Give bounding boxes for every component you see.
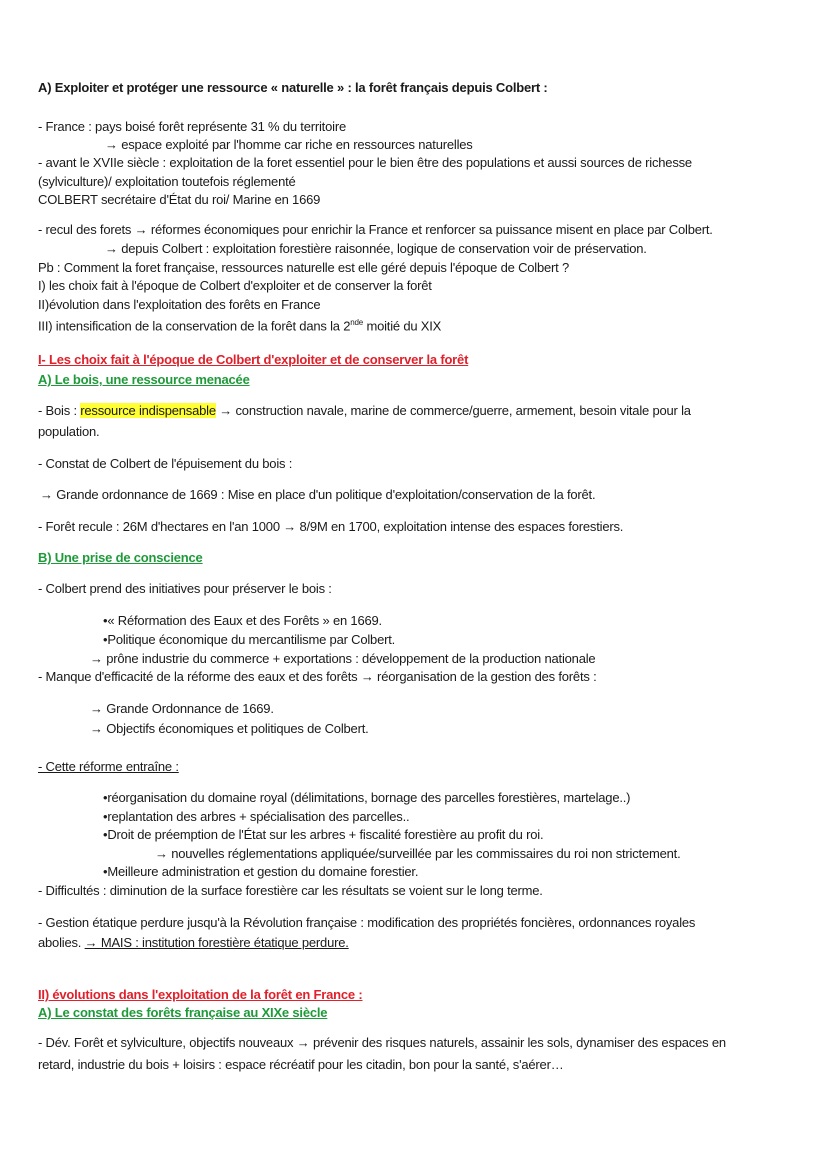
subsection-title: A) Le bois, une ressource menacée <box>38 372 250 387</box>
text-line: - Colbert prend des initiatives pour préserver le bois : <box>38 581 332 596</box>
subsection-title: B) Une prise de conscience <box>38 550 203 565</box>
text-line: → Objectifs économiques et politiques de Colbert. <box>90 721 369 736</box>
text-line: - recul des forets → réformes économiques pour enrichir la France et renforcer sa puissance misent en place par Colbert. <box>38 222 713 237</box>
text-line: COLBERT secrétaire d'État du roi/ Marine en 1669 <box>38 192 321 207</box>
underlined-text: → MAIS : institution forestière étatique perdure. <box>84 935 349 950</box>
text-line: - France : pays boisé forêt représente 31 % du territoire <box>38 119 346 134</box>
text-line: → espace exploité par l'homme car riche en ressources naturelles <box>105 137 473 152</box>
text-line <box>38 403 691 419</box>
text-line: - Forêt recule : 26M d'hectares en l'an 1000 → 8/9M en 1700, exploitation intense des espaces forestiers. <box>38 519 624 534</box>
text-line: - Manque d'efficacité de la réforme des eaux et des forêts → réorganisation de la gestion des forêts : <box>38 669 597 684</box>
text-line: - Dév. Forêt et sylviculture, objectifs nouveaux → prévenir des risques naturels, assainir les sols, dynamiser des espaces en <box>38 1035 726 1050</box>
plan-item: I) les choix fait à l'époque de Colbert d'exploiter et de conserver la forêt <box>38 278 432 293</box>
bullet-item: •Meilleure administration et gestion du domaine forestier. <box>103 864 419 879</box>
text: III) intensification de la conservation de la forêt dans la 2 <box>38 318 351 334</box>
section-title: II) évolutions dans l'exploitation de la forêt en France : <box>38 987 363 1002</box>
main-heading: A) Exploiter et protéger une ressource « naturelle » : la forêt français depuis Colbert : <box>38 80 548 95</box>
text-line: - Constat de Colbert de l'épuisement du bois : <box>38 456 293 471</box>
text: - Bois : <box>38 403 81 418</box>
bullet-item: •Droit de préemption de l'État sur les arbres + fiscalité forestière au profit du roi. <box>103 827 544 842</box>
text: → construction navale, marine de commerce/guerre, armement, besoin vitale pour la <box>215 403 691 418</box>
problematique: Pb : Comment la foret française, ressources naturelle est elle géré depuis l'époque de Colbert ? <box>38 260 570 275</box>
text-line: → depuis Colbert : exploitation forestière raisonnée, logique de conservation voir de préservation. <box>105 241 647 256</box>
text-line: retard, industrie du bois + loisirs : espace récréatif pour les citadin, bon pour la santé, s'aérer… <box>38 1057 564 1072</box>
text-line: - Difficultés : diminution de la surface forestière car les résultats se voient sur le long terme. <box>38 883 543 898</box>
text-line: → nouvelles réglementations appliquée/surveillée par les commissaires du roi non strictement. <box>155 846 681 861</box>
plan-item <box>38 315 441 334</box>
text-line: - avant le XVIIe siècle : exploitation de la foret essentiel pour le bien être des populations et aussi sources de richesse <box>38 155 692 170</box>
text-line: - Gestion étatique perdure jusqu'à la Révolution française : modification des propriétés foncières, ordonnances royales <box>38 915 696 930</box>
subsection-title: A) Le constat des forêts française au XIXe siècle <box>38 1005 328 1020</box>
plan-item: II)évolution dans l'exploitation des forêts en France <box>38 297 321 312</box>
bullet-item: •« Réformation des Eaux et des Forêts » en 1669. <box>103 613 382 628</box>
text-line: → prône industrie du commerce + exportations : développement de la production nationale <box>90 651 596 666</box>
highlighted-text: ressource indispensable <box>80 403 216 418</box>
bullet-item: •réorganisation du domaine royal (délimitations, bornage des parcelles forestières, martelage..) <box>103 790 631 805</box>
text: moitié du XIX <box>363 318 442 334</box>
text-line: → Grande ordonnance de 1669 : Mise en place d'un politique d'exploitation/conservation de la forêt. <box>40 487 596 502</box>
text-line: (sylviculture)/ exploitation toutefois réglementé <box>38 174 296 189</box>
underlined-heading: - Cette réforme entraîne : <box>38 759 179 774</box>
text: abolies. <box>38 935 85 950</box>
text-line: → Grande Ordonnance de 1669. <box>90 701 274 716</box>
section-title: I- Les choix fait à l'époque de Colbert d'exploiter et de conserver la forêt <box>38 352 469 367</box>
text-line: population. <box>38 424 100 439</box>
bullet-item: •Politique économique du mercantilisme par Colbert. <box>103 632 396 647</box>
bullet-item: •replantation des arbres + spécialisation des parcelles.. <box>103 809 410 824</box>
text-line <box>38 935 349 951</box>
superscript: nde <box>350 318 364 327</box>
